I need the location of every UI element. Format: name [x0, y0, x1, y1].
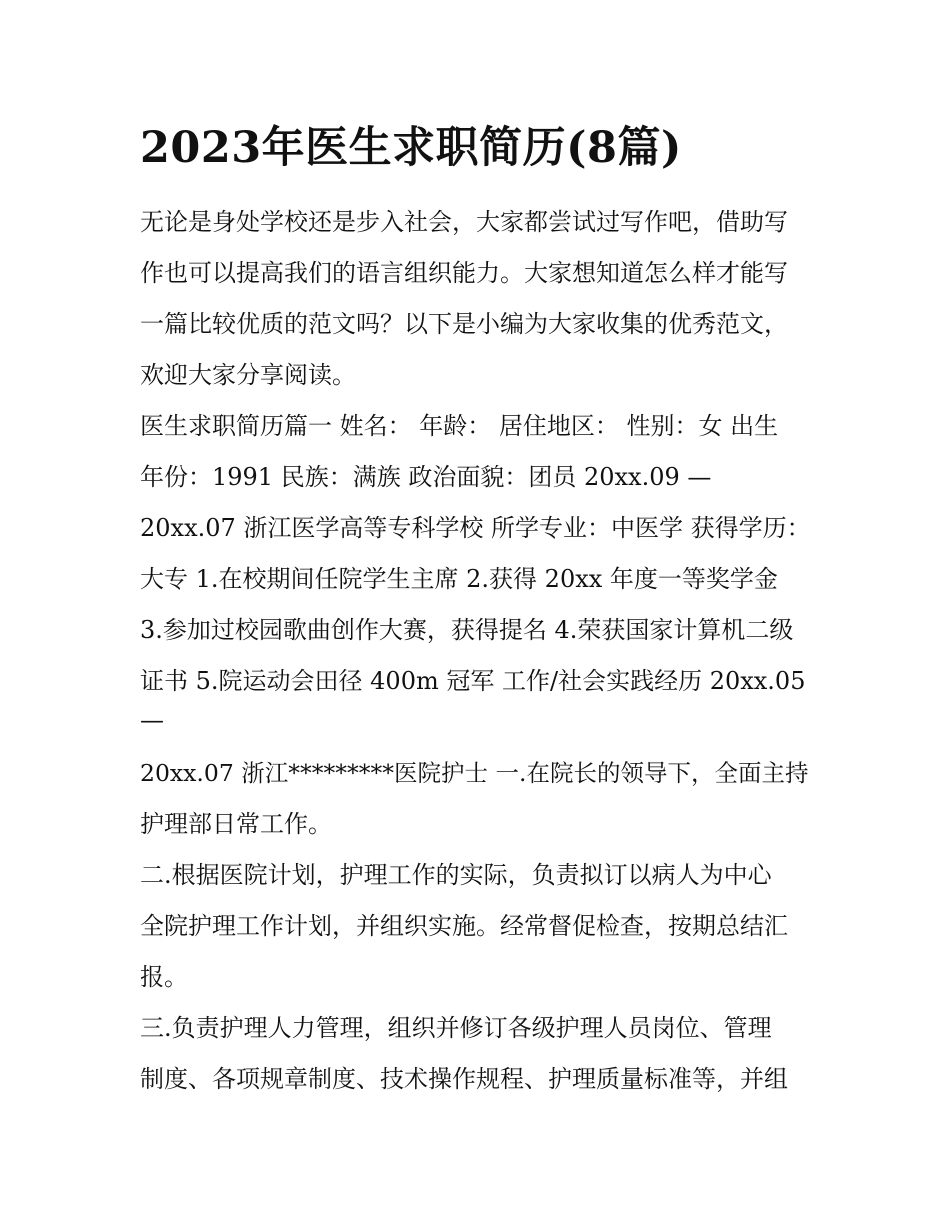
body-line: 20xx.07 浙江医学高等专科学校 所学专业：中医学 获得学历：: [140, 514, 811, 542]
body-line: 作也可以提高我们的语言组织能力。大家想知道怎么样才能写: [140, 259, 788, 287]
body-line: 二.根据医院计划，护理工作的实际，负责拟订以病人为中心: [140, 861, 772, 889]
body-line: 无论是身处学校还是步入社会，大家都尝试过写作吧，借助写: [140, 208, 788, 236]
body-line: 一篇比较优质的范文吗？以下是小编为大家收集的优秀范文，: [140, 310, 788, 338]
body-line: 3.参加过校园歌曲创作大赛，获得提名 4.荣获国家计算机二级: [140, 616, 794, 644]
document-title: 2023年医生求职简历(8篇): [140, 123, 682, 173]
body-line: 欢迎大家分享阅读。: [140, 361, 356, 389]
body-line: 年份：1991 民族：满族 政治面貌：团员 20xx.09 —: [140, 463, 712, 491]
body-line: 三.负责护理人力管理，组织并修订各级护理人员岗位、管理: [140, 1014, 772, 1042]
body-line: 报。: [140, 963, 188, 991]
body-line: 制度、各项规章制度、技术操作规程、护理质量标准等，并组: [140, 1065, 788, 1093]
body-line: —: [140, 706, 164, 734]
body-line: 医生求职简历篇一 姓名： 年龄： 居住地区： 性别：女 出生: [140, 412, 779, 440]
body-line: 全院护理工作计划，并组织实施。经常督促检查，按期总结汇: [140, 912, 788, 940]
body-line: 证书 5.院运动会田径 400m 冠军 工作/社会实践经历 20xx.05: [140, 667, 806, 695]
body-line: 护理部日常工作。: [140, 810, 332, 838]
body-line: 大专 1.在校期间任院学生主席 2.获得 20xx 年度一等奖学金: [140, 565, 778, 593]
body-line: 20xx.07 浙江*********医院护士 一.在院长的领导下，全面主持: [140, 759, 809, 787]
